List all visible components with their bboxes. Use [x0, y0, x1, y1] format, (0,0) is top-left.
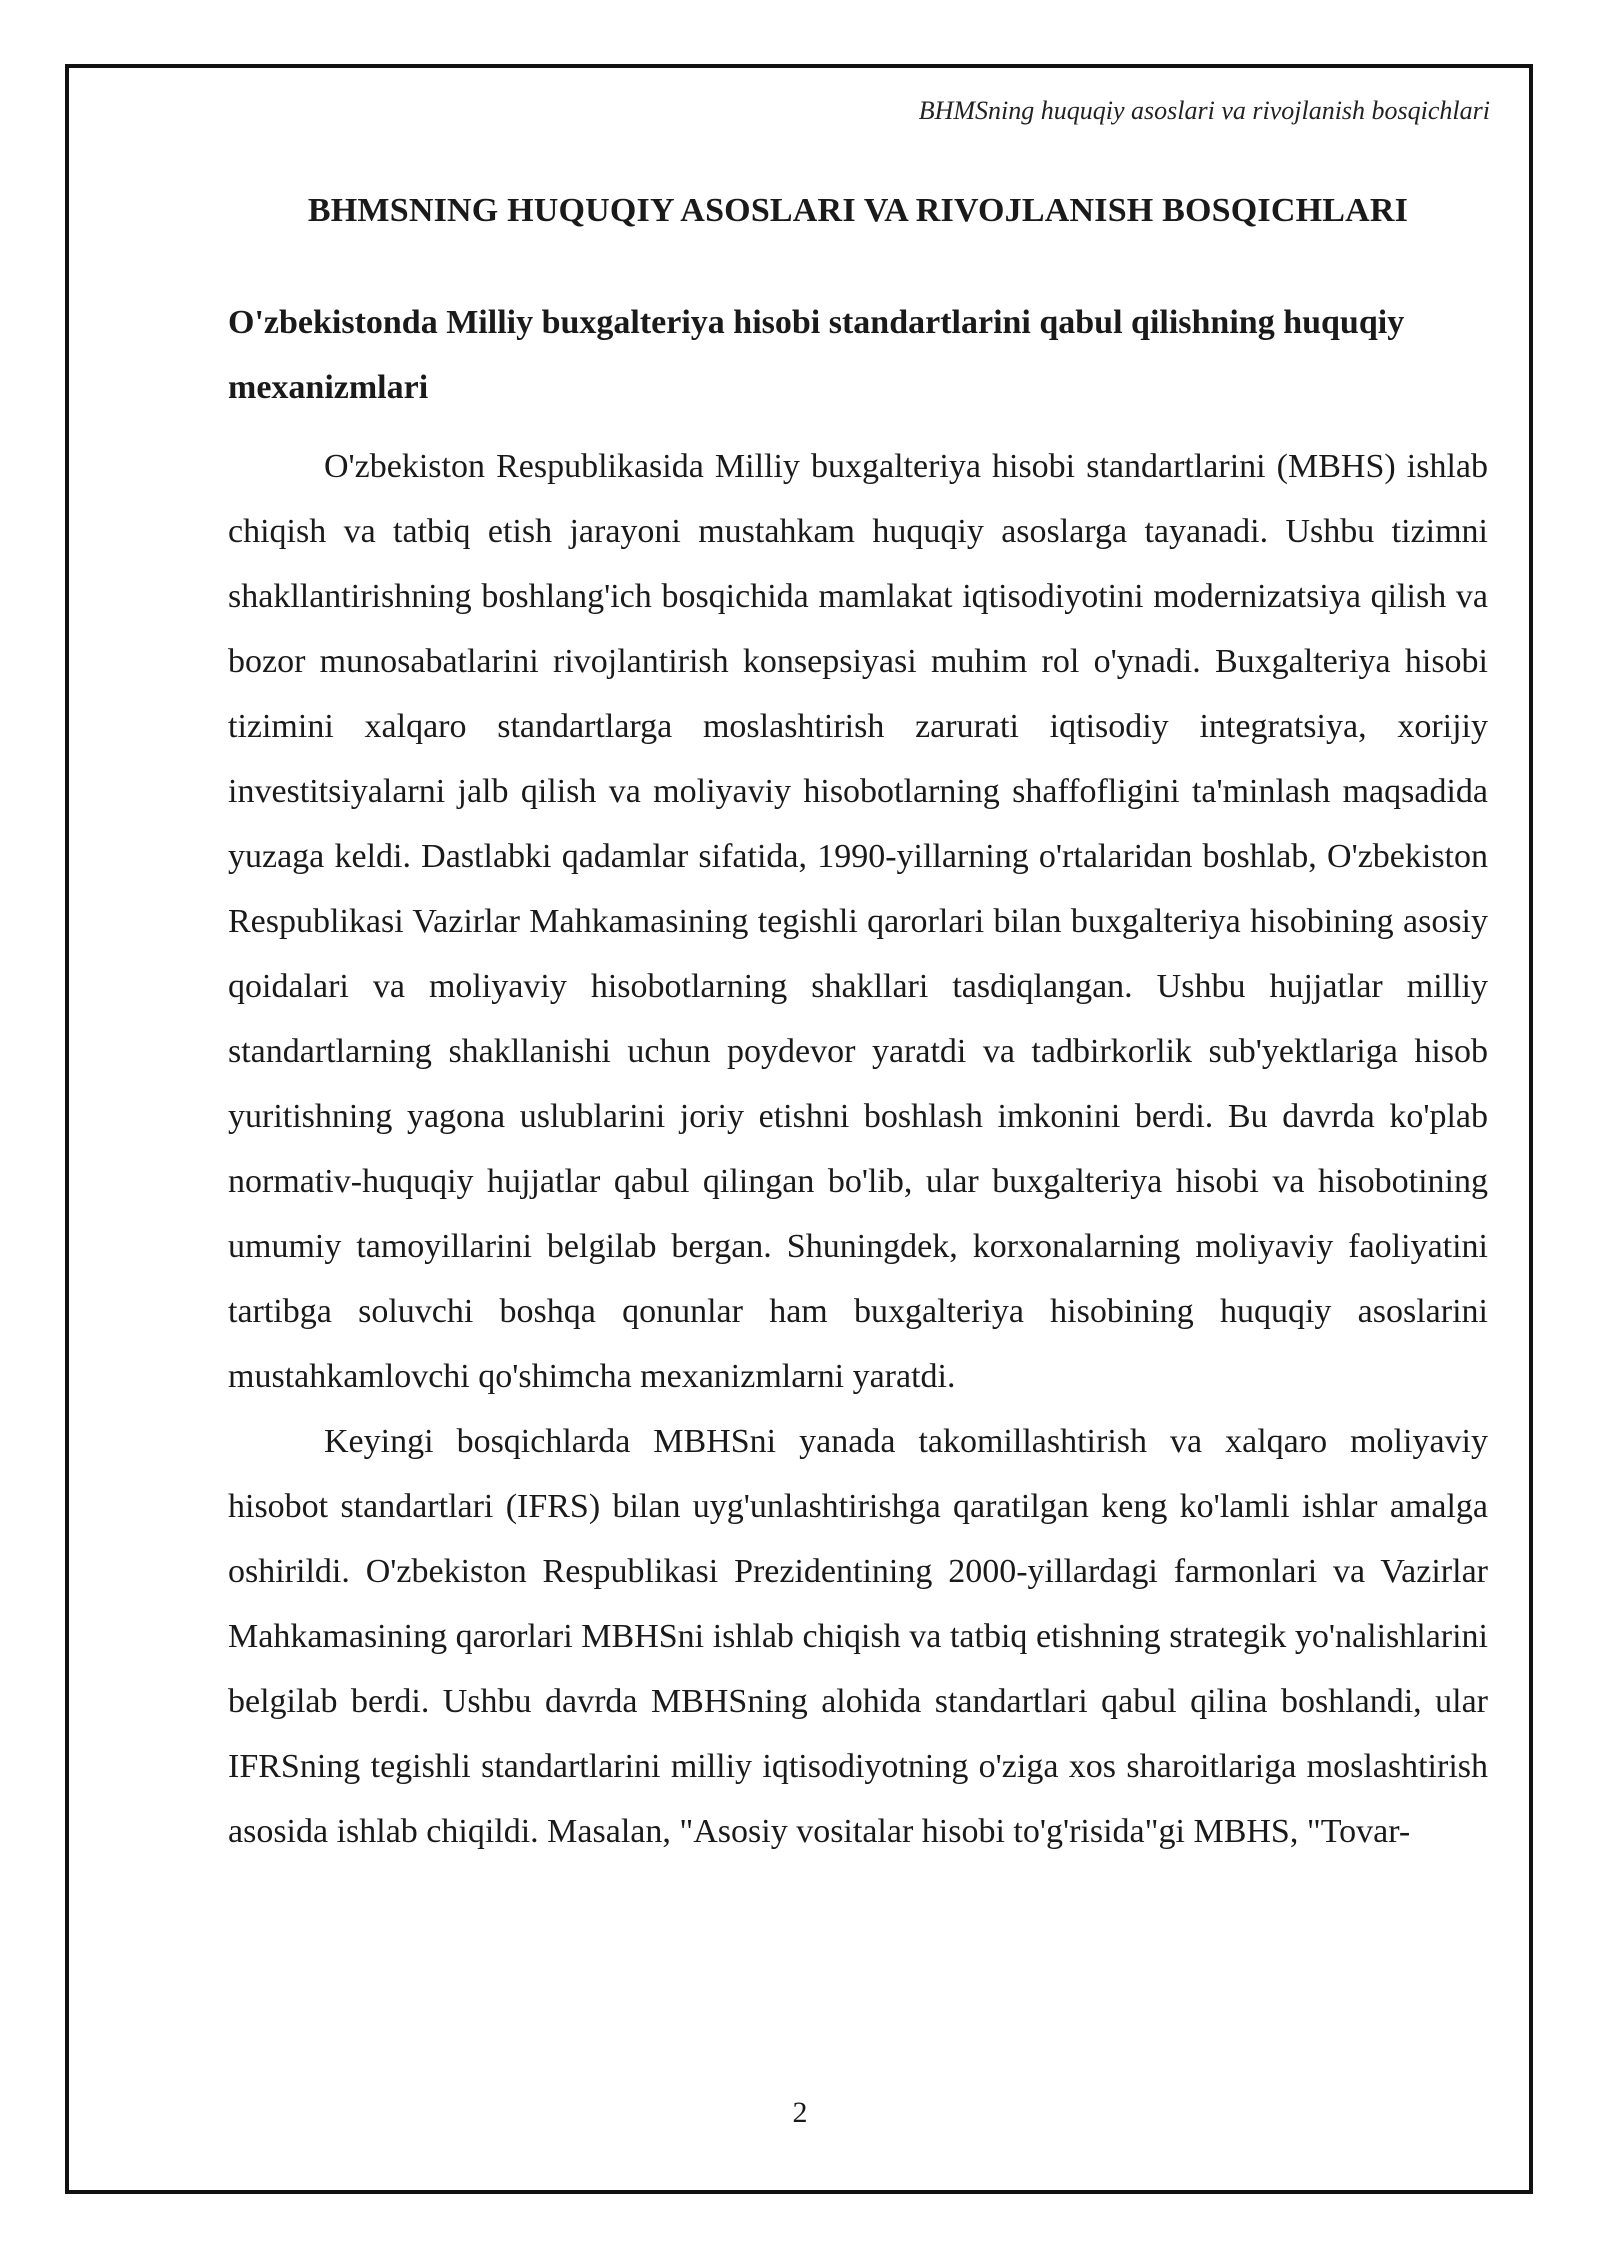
paragraph: O'zbekiston Respublikasida Milliy buxgalteriya hisobi standartlarini (MBHS) ishlab chiqish va tatbiq etish jarayoni mustahkam huquqiy asoslarga tayanadi. Ushbu tizimni shakllantirishning boshlang'ich bosqichida mamlakat iqtisodiyotini modernizatsiya qilish va bozor munosabatlarini rivojlantirish konsepsiyasi muhim rol o'ynadi. Buxgalteriya hisobi tizimini xalqaro standartlarga moslashtirish zarurati iqtisodiy integratsiya, xorijiy investitsiyalarni jalb qilish va moliyaviy hisobotlarning shaffofligini ta'minlash maqsadida yuzaga keldi. Dastlabki qadamlar sifatida, 1990-yillarning o'rtalaridan boshlab, O'zbekiston Respublikasi Vazirlar Mahkamasining tegishli qarorlari bilan buxgalteriya hisobining asosiy qoidalari va moliyaviy hisobotlarning shakllari tasdiqlangan. Ushbu hujjatlar milliy standartlarning shakllanishi uchun poydevor yaratdi va tadbirkorlik sub'yektlariga hisob yuritishning yagona uslublarini joriy etishni boshlash imkonini berdi. Bu davrda ko'plab normativ-huquqiy hujjatlar qabul qilingan bo'lib, ular buxgalteriya hisobi va hisobotining umumiy tamoyillarini belgilab bergan. Shuningdek, korxonalarning moliyaviy faoliyatini tartibga soluvchi boshqa qonunlar ham buxgalteriya hisobining huquqiy asoslarini mustahkamlovchi qo'shimcha mexanizmlarni yaratdi. [228, 448, 1488, 1395]
paragraph: Keyingi bosqichlarda MBHSni yanada takomillashtirish va xalqaro moliyaviy hisobot standartlari (IFRS) bilan uyg'unlashtirishga qaratilgan keng ko'lamli ishlar amalga oshirildi. O'zbekiston Respublikasi Prezidentining 2000-yillardagi farmonlari va Vazirlar Mahkamasining qarorlari MBHSni ishlab chiqish va tatbiq etishning strategik yo'nalishlarini belgilab berdi. Ushbu davrda MBHSning alohida standartlari qabul qilina boshlandi, ular IFRSning tegishli standartlarini milliy iqtisodiyotning o'ziga xos sharoitlariga moslashtirish asosida ishlab chiqildi. Masalan, "Asosiy vositalar hisobi to'g'risida"gi MBHS, "Tovar- [228, 1423, 1488, 1850]
body-text [228, 434, 1488, 1864]
page-number: 2 [792, 2096, 808, 2129]
document-title: BHMSNING HUQUQIY ASOSLARI VA RIVOJLANISH BOSQICHLARI [307, 192, 1409, 229]
section-heading: O'zbekistonda Milliy buxgalteriya hisobi standartlarini qabul qilishning huquqiy mexanizmlari [228, 304, 1405, 406]
running-header: BHMSning huquqiy asoslari va rivojlanish bosqichlari [918, 96, 1490, 125]
